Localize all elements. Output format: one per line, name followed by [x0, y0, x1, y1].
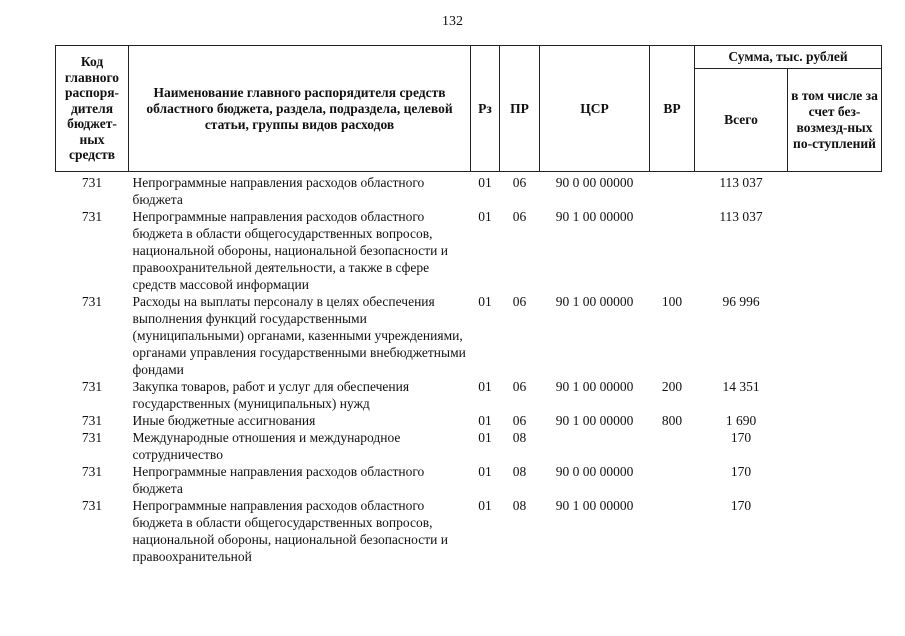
row-code: 731 [81, 294, 103, 309]
table-header [56, 46, 882, 172]
row-pr: 06 [512, 413, 527, 428]
header-csr: ЦСР [540, 46, 650, 172]
row-total: 1 690 [725, 413, 757, 428]
row-csr [540, 429, 650, 463]
row-vr [650, 497, 695, 565]
row-vr [650, 208, 695, 293]
row-free [788, 174, 882, 208]
header-pr: ПР [500, 46, 540, 172]
row-pr: 06 [512, 294, 527, 309]
row-code: 731 [81, 209, 103, 224]
row-pr: 08 [512, 498, 527, 513]
row-free [788, 463, 882, 497]
row-csr: 90 0 00 00000 [555, 464, 634, 479]
row-csr: 90 0 00 00000 [555, 175, 634, 190]
budget-table [55, 45, 882, 565]
row-name: Международные отношения и международное сотрудничество [132, 430, 401, 462]
row-code: 731 [81, 464, 103, 479]
header-total: Всего [695, 69, 788, 172]
row-name: Иные бюджетные ассигнования [132, 413, 316, 428]
row-csr: 90 1 00 00000 [555, 209, 634, 224]
row-total: 96 996 [722, 294, 760, 309]
header-incl-free: в том числе за счет без-возмезд-ных по-ступлений [788, 69, 882, 172]
row-name: Непрограммные направления расходов областного бюджета в области общегосударственных вопросов, национальной обороны, национальной безопасности и правоохранительной [132, 498, 448, 564]
header-vr: ВР [650, 46, 695, 172]
row-pr: 08 [512, 464, 527, 479]
row-total: 113 037 [719, 175, 763, 190]
row-name: Непрограммные направления расходов областного бюджета в области общегосударственных вопросов, национальной обороны, национальной безопасности и правоохранительной деятельности, а также в сфере средств массовой информации [132, 209, 448, 292]
row-name: Непрограммные направления расходов областного бюджета [132, 464, 425, 496]
row-free [788, 378, 882, 412]
row-name: Расходы на выплаты персоналу в целях обеспечения выполнения функций государственными (муниципальными) органами, казенными учреждениями, органами управления государственными внебюджетными фондами [132, 294, 466, 377]
row-code: 731 [81, 498, 103, 513]
table-body [56, 172, 882, 566]
row-rz: 01 [478, 413, 492, 428]
row-free [788, 429, 882, 463]
row-vr: 200 [661, 379, 683, 394]
table-row [56, 174, 882, 208]
page-number: 132 [442, 14, 463, 29]
row-vr: 100 [661, 294, 683, 309]
header-code: Код главного распоря-дителя бюджет-ных средств [56, 46, 129, 172]
row-csr: 90 1 00 00000 [555, 498, 634, 513]
row-free [788, 497, 882, 565]
row-pr: 08 [512, 430, 527, 445]
row-pr: 06 [512, 209, 527, 224]
row-csr: 90 1 00 00000 [555, 413, 634, 428]
table-row [56, 293, 882, 378]
row-vr [650, 429, 695, 463]
row-code: 731 [81, 413, 103, 428]
row-name: Непрограммные направления расходов областного бюджета [132, 175, 425, 207]
table-row [56, 412, 882, 429]
row-rz: 01 [478, 464, 492, 479]
header-rz: Рз [471, 46, 500, 172]
row-code: 731 [81, 175, 103, 190]
table-row [56, 497, 882, 565]
row-total: 113 037 [719, 209, 763, 224]
row-code: 731 [81, 430, 103, 445]
row-code: 731 [81, 379, 103, 394]
table-row [56, 463, 882, 497]
row-total: 14 351 [722, 379, 760, 394]
row-total: 170 [730, 498, 752, 513]
row-csr: 90 1 00 00000 [555, 379, 634, 394]
row-csr: 90 1 00 00000 [555, 294, 634, 309]
table-row [56, 378, 882, 412]
row-pr: 06 [512, 379, 527, 394]
row-total: 170 [730, 430, 752, 445]
row-rz: 01 [478, 209, 492, 224]
table-row [56, 429, 882, 463]
table-row [56, 208, 882, 293]
row-rz: 01 [478, 175, 492, 190]
row-free [788, 293, 882, 378]
row-total: 170 [730, 464, 752, 479]
row-rz: 01 [478, 498, 492, 513]
row-rz: 01 [478, 430, 492, 445]
row-vr [650, 174, 695, 208]
row-free [788, 412, 882, 429]
row-pr: 06 [512, 175, 527, 190]
header-name: Наименование главного распорядителя средств областного бюджета, раздела, подраздела, целевой статьи, группы видов расходов [129, 46, 471, 172]
row-name: Закупка товаров, работ и услуг для обеспечения государственных (муниципальных) нужд [132, 379, 410, 411]
header-sum-group: Сумма, тыс. рублей [695, 46, 882, 69]
row-vr: 800 [661, 413, 683, 428]
row-free [788, 208, 882, 293]
row-rz: 01 [478, 294, 492, 309]
row-rz: 01 [478, 379, 492, 394]
row-vr [650, 463, 695, 497]
